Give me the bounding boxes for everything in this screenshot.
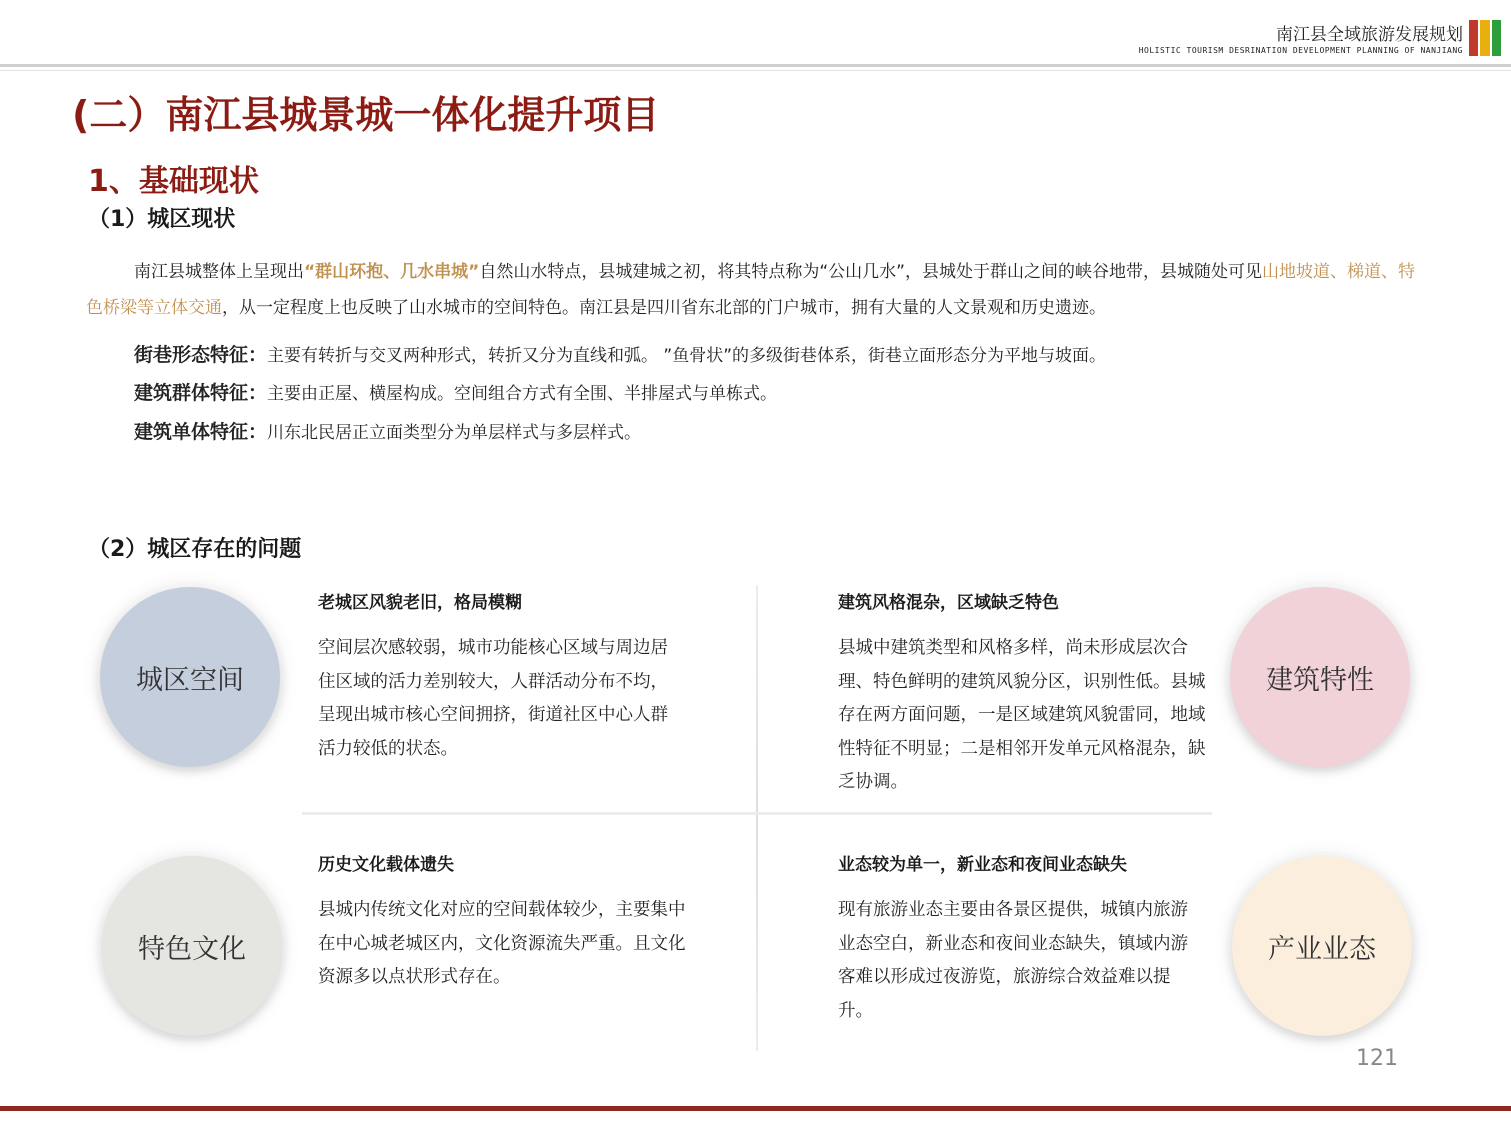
intro-paragraph — [86, 254, 1426, 326]
header-color-bars — [1469, 20, 1501, 56]
header-subtitle: HOLISTIC TOURISM DESRINATION DEVELOPMENT PLANNING OF NANJIANG — [1138, 46, 1463, 55]
bar-green — [1492, 20, 1501, 56]
feature-building-group: 建筑群体特征：主要由正屋、横屋构成。空间组合方式有全围、半排屋式与单栋式。 — [134, 382, 778, 404]
problem-title-urban-space: 老城区风貌老旧，格局模糊 — [318, 593, 522, 613]
page-number: 121 — [1356, 1046, 1398, 1071]
subsection-title-status: （1）城区现状 — [88, 207, 236, 232]
intro-text-2: 自然山水特点，县城建城之初，将其特点称为“公山几水”，县城处于群山之间的峡谷地带，县城随处可见 — [479, 262, 1262, 282]
footer-line — [0, 1106, 1511, 1111]
problem-body-industry: 现有旅游业态主要由各景区提供，城镇内旅游业态空白，新业态和夜间业态缺失，镇域内游客难以形成过夜游览，旅游综合效益难以提升。 — [838, 900, 1188, 1021]
problem-body-culture: 县城内传统文化对应的空间载体较少，主要集中在中心城老城区内，文化资源流失严重。且文化资源多以点状形式存在。 — [318, 900, 686, 987]
grid-divider-horizontal — [302, 812, 1212, 815]
header-divider — [0, 64, 1511, 67]
circle-architecture: 建筑特性 — [1230, 587, 1410, 767]
problem-title-industry: 业态较为单一，新业态和夜间业态缺失 — [838, 855, 1127, 875]
circle-culture: 特色文化 — [102, 856, 282, 1036]
intro-text-3: ，从一定程度上也反映了山水城市的空间特色。南江县是四川省东北部的门户城市，拥有大量的人文景观和历史遗迹。 — [222, 298, 1106, 318]
intro-text-1: 南江县城整体上呈现出 — [134, 262, 304, 282]
problem-title-architecture: 建筑风格混杂，区域缺乏特色 — [838, 593, 1059, 613]
feature-building-single: 建筑单体特征：川东北民居正立面类型分为单层样式与多层样式。 — [134, 421, 642, 443]
header-title: 南江县全域旅游发展规划 — [1276, 25, 1463, 45]
feature-street: 街巷形态特征：主要有转折与交叉两种形式，转折又分为直线和弧。 ”鱼骨状”的多级街巷体系，街巷立面形态分为平地与坡面。 — [134, 344, 1107, 366]
problem-title-culture: 历史文化载体遗失 — [318, 855, 454, 875]
page-title: (二）南江县城景城一体化提升项目 — [72, 93, 660, 137]
intro-highlight-2: 山地坡道、梯道、特色桥梁等立体交通 — [86, 262, 1415, 318]
bar-red — [1469, 20, 1478, 56]
section-title: 1、基础现状 — [88, 164, 259, 199]
problem-body-urban-space: 空间层次感较弱，城市功能核心区域与周边居住区域的活力差别较大，人群活动分布不均，呈现出城市核心空间拥挤，街道社区中心人群活力较低的状态。 — [318, 638, 668, 759]
problem-body-architecture: 县城中建筑类型和风格多样，尚未形成层次合理、特色鲜明的建筑风貌分区，识别性低。县城存在两方面问题，一是区域建筑风貌雷同，地域性特征不明显；二是相邻开发单元风格混杂，缺乏协调。 — [838, 638, 1206, 792]
intro-highlight-1: “群山环抱、几水串城” — [304, 262, 480, 282]
subsection-title-problems: （2）城区存在的问题 — [88, 537, 302, 562]
grid-divider-vertical — [756, 585, 758, 1051]
bar-yellow — [1480, 20, 1489, 56]
circle-industry: 产业业态 — [1232, 856, 1412, 1036]
circle-urban-space: 城区空间 — [100, 587, 280, 767]
header-divider-thin — [0, 70, 1511, 71]
